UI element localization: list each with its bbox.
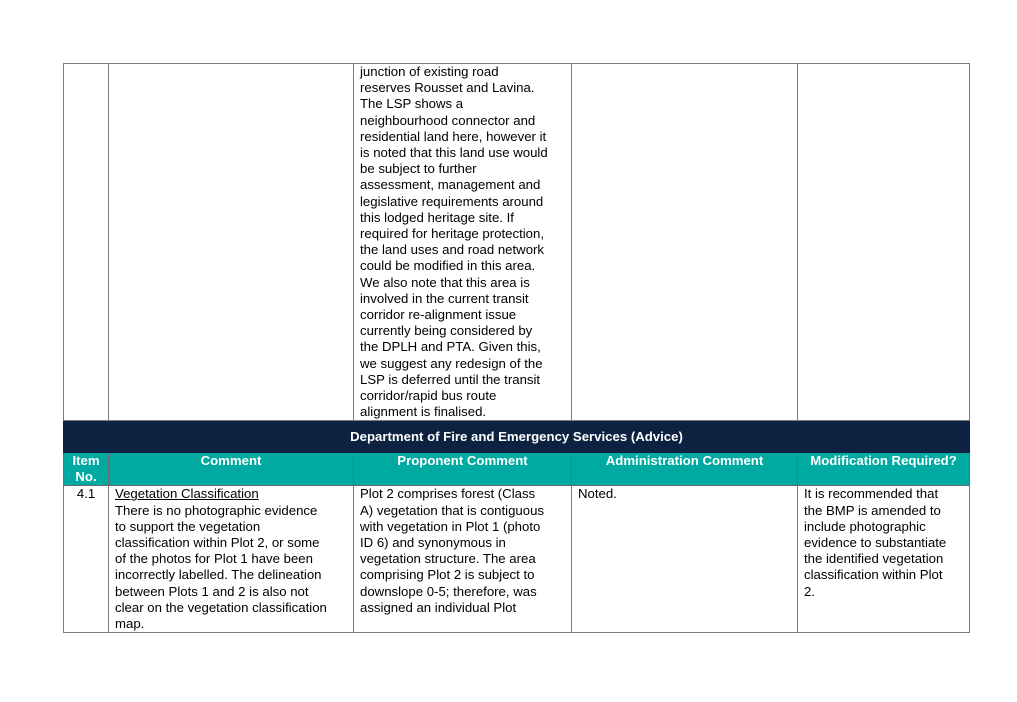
header-administration-comment: Administration Comment	[572, 453, 798, 486]
header-proponent-comment: Proponent Comment	[354, 453, 572, 486]
proponent-comment-cell: Plot 2 comprises forest (Class A) vegetation that is contiguous with vegetation in Plot 1 (photo ID 6) and synonymous in vegetation structure. The area comprising Plot 2 is subject to downslope 0-5; therefore, was assigned an individual Plot	[354, 486, 572, 633]
item-no-cell: 4.1	[64, 486, 109, 633]
modification-required-cell: It is recommended that the BMP is amended to include photographic evidence to substantiate the identified vegetation classification within Plot 2.	[798, 486, 970, 633]
comment-heading: Vegetation Classification	[115, 486, 259, 502]
submissions-table	[63, 63, 970, 633]
header-modification-required: Modification Required?	[798, 453, 970, 486]
header-item-no: Item No.	[64, 453, 109, 486]
proponent-comment-cell: junction of existing road reserves Rousset and Lavina. The LSP shows a neighbourhood connector and residential land here, however it is noted that this land use would be subject to further assessment, management and legislative requirements around this lodged heritage site. If required for heritage protection, the land uses and road network could be modified in this area. We also note that this area is involved in the current transit corridor re-alignment issue currently being considered by the DPLH and PTA. Given this, we suggest any redesign of the LSP is deferred until the transit corridor/rapid bus route alignment is finalised.	[354, 64, 572, 421]
modification-required-cell	[798, 64, 970, 421]
section-header-row	[64, 421, 970, 453]
administration-comment-cell	[572, 64, 798, 421]
section-title: Department of Fire and Emergency Services (Advice)	[64, 421, 970, 453]
table-row	[64, 486, 970, 633]
comment-cell	[109, 64, 354, 421]
header-comment: Comment	[109, 453, 354, 486]
item-no-cell	[64, 64, 109, 421]
comment-body: There is no photographic evidence to support the vegetation classification within Plot 2, or some of the photos for Plot 1 have been incorrectly labelled. The delineation between Plots 1 and 2 is also not clear on the vegetation classification map.	[115, 502, 327, 632]
comment-cell	[109, 486, 354, 633]
table-row-continued	[64, 64, 970, 421]
column-header-row	[64, 453, 970, 486]
administration-comment-cell: Noted.	[572, 486, 798, 633]
